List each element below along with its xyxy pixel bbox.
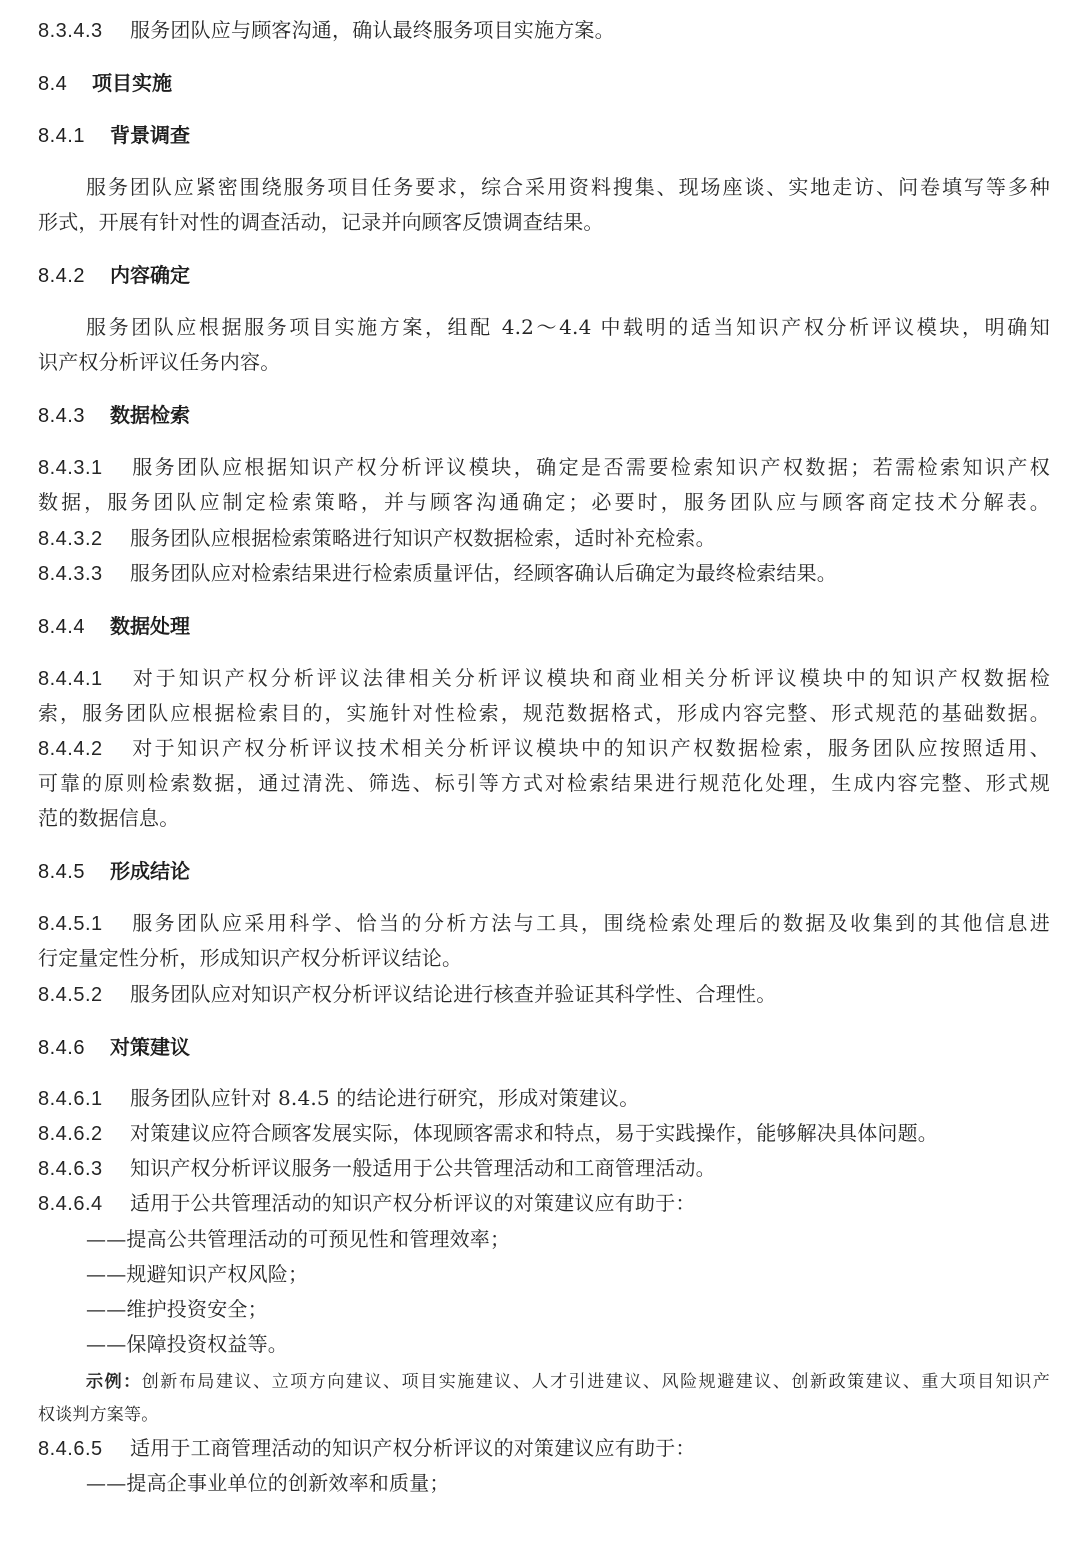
clause-number: 8.4.6.5 (38, 1438, 103, 1460)
clause-text: 适用于工商管理活动的知识产权分析评议的对策建议应有助于： (130, 1436, 696, 1460)
list-item: ——提高企事业单位的创新效率和质量； (86, 1471, 450, 1495)
example-line: 权谈判方案等。 (38, 1405, 159, 1425)
clause-text: 服务团队应针对 8.4.5 的结论进行研究，形成对策建议。 (130, 1086, 640, 1110)
example-label: 示例： (86, 1372, 142, 1392)
heading-8-4-4 (38, 614, 190, 639)
clause-number: 8.4.6.1 (38, 1088, 103, 1110)
heading-8-4-3 (38, 403, 190, 428)
clause-8-4-3-2 (38, 526, 1050, 551)
clause-number: 8.4.3.2 (38, 528, 103, 550)
paragraph-line: 服务团队应根据服务项目实施方案，组配 4.2～4.4 中载明的适当知识产权分析评议模块，明确知 (86, 315, 1050, 339)
clause-text: 服务团队应根据检索策略进行知识产权数据检索，适时补充检索。 (130, 526, 716, 550)
clause-number: 8.4.6.3 (38, 1158, 103, 1180)
clause-number: 8.4.6.4 (38, 1193, 103, 1215)
heading-number: 8.4.2 (38, 265, 85, 287)
clause-number: 8.4.5.2 (38, 984, 103, 1006)
heading-8-4-6 (38, 1035, 190, 1060)
heading-number: 8.4.4 (38, 616, 85, 638)
clause-text: 适用于公共管理活动的知识产权分析评议的对策建议应有助于： (130, 1191, 696, 1215)
clause-8-4-4-1 (38, 666, 1050, 691)
list-item: ——保障投资权益等。 (86, 1332, 288, 1356)
clause-text: 服务团队应采用科学、恰当的分析方法与工具，围绕检索处理后的数据及收集到的其他信息进 (130, 911, 1050, 935)
heading-title: 形成结论 (110, 859, 190, 883)
clause-8-4-5-1 (38, 911, 1050, 936)
heading-8-4-1 (38, 123, 190, 148)
clause-8-4-3-3 (38, 561, 1050, 586)
heading-number: 8.4 (38, 73, 68, 95)
clause-line: 范的数据信息。 (38, 806, 180, 830)
clause-8-3-4-3 (38, 18, 1050, 43)
heading-number: 8.4.6 (38, 1037, 85, 1059)
clause-8-4-5-2 (38, 982, 1050, 1007)
paragraph-line: 识产权分析评议任务内容。 (38, 350, 281, 374)
clause-8-4-6-5 (38, 1436, 1050, 1461)
clause-line: 数据，服务团队应制定检索策略，并与顾客沟通确定；必要时，服务团队应与顾客商定技术分解表。 (38, 490, 1050, 514)
heading-8-4 (38, 71, 172, 96)
clause-text: 服务团队应对知识产权分析评议结论进行核查并验证其科学性、合理性。 (130, 982, 777, 1006)
heading-number: 8.4.3 (38, 405, 85, 427)
heading-8-4-5 (38, 859, 190, 884)
clause-text: 对于知识产权分析评议法律相关分析评议模块和商业相关分析评议模块中的知识产权数据检 (130, 666, 1050, 690)
clause-8-4-6-1 (38, 1086, 1050, 1111)
clause-8-4-6-4 (38, 1191, 1050, 1216)
clause-text: 服务团队应对检索结果进行检索质量评估，经顾客确认后确定为最终检索结果。 (130, 561, 837, 585)
clause-8-4-6-3 (38, 1156, 1050, 1181)
clause-text: 服务团队应根据知识产权分析评议模块，确定是否需要检索知识产权数据；若需检索知识产权 (130, 455, 1050, 479)
heading-number: 8.4.1 (38, 125, 85, 147)
heading-number: 8.4.5 (38, 861, 85, 883)
clause-8-4-6-2 (38, 1121, 1050, 1146)
clause-line: 索，服务团队应根据检索目的，实施针对性检索，规范数据格式，形成内容完整、形式规范的基础数据。 (38, 701, 1050, 725)
clause-number: 8.4.4.2 (38, 738, 103, 760)
clause-text: 知识产权分析评议服务一般适用于公共管理活动和工商管理活动。 (130, 1156, 716, 1180)
heading-title: 数据处理 (110, 614, 190, 638)
example-note (86, 1370, 1050, 1394)
clause-text: 对于知识产权分析评议技术相关分析评议模块中的知识产权数据检索，服务团队应按照适用、 (130, 736, 1050, 760)
clause-number: 8.3.4.3 (38, 20, 103, 42)
heading-title: 项目实施 (92, 71, 172, 95)
list-item: ——维护投资安全； (86, 1297, 268, 1321)
heading-title: 背景调查 (110, 123, 190, 147)
clause-text: 服务团队应与顾客沟通，确认最终服务项目实施方案。 (130, 18, 615, 42)
example-text: 创新布局建议、立项方向建议、项目实施建议、人才引进建议、风险规避建议、创新政策建议、重大项目知识产 (141, 1372, 1050, 1392)
heading-title: 数据检索 (110, 403, 190, 427)
heading-title: 内容确定 (110, 263, 190, 287)
clause-line: 可靠的原则检索数据，通过清洗、筛选、标引等方式对检索结果进行规范化处理，生成内容完整、形式规 (38, 771, 1050, 795)
heading-title: 对策建议 (110, 1035, 190, 1059)
clause-number: 8.4.4.1 (38, 668, 103, 690)
list-item: ——提高公共管理活动的可预见性和管理效率； (86, 1227, 511, 1251)
clause-number: 8.4.3.1 (38, 457, 103, 479)
heading-8-4-2 (38, 263, 190, 288)
paragraph-line: 形式，开展有针对性的调查活动，记录并向顾客反馈调查结果。 (38, 210, 604, 234)
clause-8-4-4-2 (38, 736, 1050, 761)
list-item: ——规避知识产权风险； (86, 1262, 309, 1286)
clause-number: 8.4.6.2 (38, 1123, 103, 1145)
paragraph-line: 服务团队应紧密围绕服务项目任务要求，综合采用资料搜集、现场座谈、实地走访、问卷填写等多种 (86, 175, 1050, 199)
clause-8-4-3-1 (38, 455, 1050, 480)
clause-line: 行定量定性分析，形成知识产权分析评议结论。 (38, 946, 463, 970)
clause-number: 8.4.3.3 (38, 563, 103, 585)
clause-text: 对策建议应符合顾客发展实际，体现顾客需求和特点，易于实践操作，能够解决具体问题。 (130, 1121, 938, 1145)
clause-number: 8.4.5.1 (38, 913, 103, 935)
